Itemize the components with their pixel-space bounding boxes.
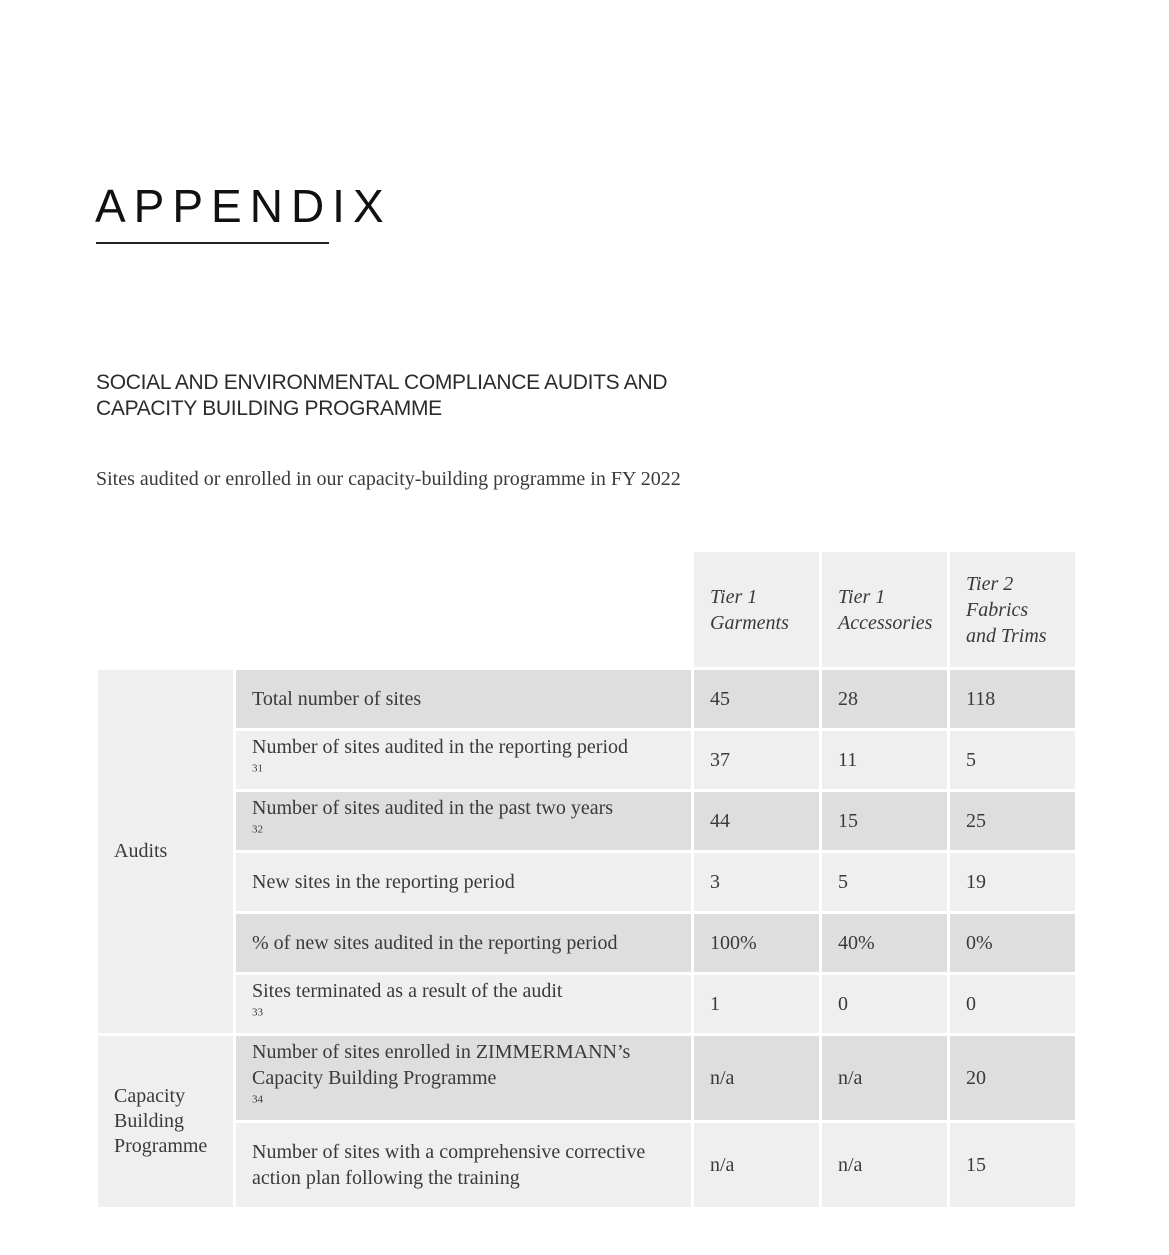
row-label	[236, 670, 691, 728]
table-cell: 20	[950, 1036, 1075, 1120]
column-header-tier1-accessories	[822, 552, 947, 667]
row-label-text: action plan following the training	[252, 1167, 520, 1189]
row-label-text: Number of sites with a comprehensive corrective	[252, 1141, 646, 1163]
row-label-text: Number of sites audited in the past two years	[252, 797, 614, 819]
row-label-text: New sites in the reporting period	[252, 871, 515, 893]
row-label-text: Number of sites audited in the reporting period	[252, 736, 629, 758]
table-cell: 19	[950, 853, 1075, 911]
row-label	[236, 1036, 691, 1120]
table-cell: 11	[822, 731, 947, 789]
table-cell: 44	[694, 792, 819, 850]
table-cell: 25	[950, 792, 1075, 850]
column-header-line: Tier 2	[966, 572, 1014, 595]
table-cell: 0	[822, 975, 947, 1033]
column-header-line: Fabrics	[966, 598, 1029, 621]
section-heading	[96, 370, 796, 422]
table-cell: 15	[950, 1123, 1075, 1207]
table-cell: 5	[822, 853, 947, 911]
row-label-text: % of new sites audited in the reporting period	[252, 932, 618, 954]
footnote-ref: 34	[252, 1093, 263, 1106]
table-corner	[98, 552, 691, 667]
row-label	[236, 914, 691, 972]
column-header-line: Tier 1	[710, 585, 758, 608]
table-cell: 15	[822, 792, 947, 850]
row-group-audits	[98, 670, 233, 1033]
table-cell: n/a	[694, 1036, 819, 1120]
column-header-tier1-garments	[694, 552, 819, 667]
row-label	[236, 853, 691, 911]
table-cell: 28	[822, 670, 947, 728]
table-cell: 45	[694, 670, 819, 728]
footnote-ref: 31	[252, 762, 263, 775]
row-label	[236, 792, 691, 850]
table-cell: 118	[950, 670, 1075, 728]
table-cell: 5	[950, 731, 1075, 789]
column-header-line: and Trims	[966, 624, 1047, 647]
row-group-label: Programme	[114, 1135, 208, 1157]
page-title: APPENDIX	[95, 179, 392, 232]
table-cell: 40%	[822, 914, 947, 972]
column-header-line: Accessories	[838, 611, 933, 634]
row-label-text: Sites terminated as a result of the audit	[252, 980, 563, 1002]
table-cell: 0	[950, 975, 1075, 1033]
table-cell: 100%	[694, 914, 819, 972]
column-header-tier2-fabrics	[950, 552, 1075, 667]
row-label	[236, 1123, 691, 1207]
column-header-line: Garments	[710, 611, 789, 634]
row-group-label: Capacity	[114, 1085, 186, 1107]
section-heading-line-2: CAPACITY BUILDING PROGRAMME	[96, 397, 442, 420]
table-cell: 3	[694, 853, 819, 911]
row-label-text: Number of sites enrolled in ZIMMERMANN’s	[252, 1041, 631, 1063]
table-cell: n/a	[822, 1123, 947, 1207]
table-cell: 0%	[950, 914, 1075, 972]
table-cell: n/a	[694, 1123, 819, 1207]
table-cell: n/a	[822, 1036, 947, 1120]
row-group-capacity-building	[98, 1036, 233, 1207]
row-label-text: Capacity Building Programme	[252, 1067, 497, 1089]
row-group-label: Audits	[114, 840, 168, 862]
footnote-ref: 33	[252, 1006, 263, 1019]
row-group-label: Building	[114, 1110, 185, 1132]
section-heading-line-1: SOCIAL AND ENVIRONMENTAL COMPLIANCE AUDITS AND	[96, 371, 668, 394]
footnote-ref: 32	[252, 823, 263, 836]
column-header-line: Tier 1	[838, 585, 886, 608]
table-cell: 37	[694, 731, 819, 789]
table-caption: Sites audited or enrolled in our capacity-building programme in FY 2022	[96, 468, 681, 490]
row-label-text: Total number of sites	[252, 688, 422, 710]
title-divider	[96, 242, 329, 244]
row-label	[236, 731, 691, 789]
sites-table	[98, 552, 1075, 1207]
table-cell: 1	[694, 975, 819, 1033]
row-label	[236, 975, 691, 1033]
